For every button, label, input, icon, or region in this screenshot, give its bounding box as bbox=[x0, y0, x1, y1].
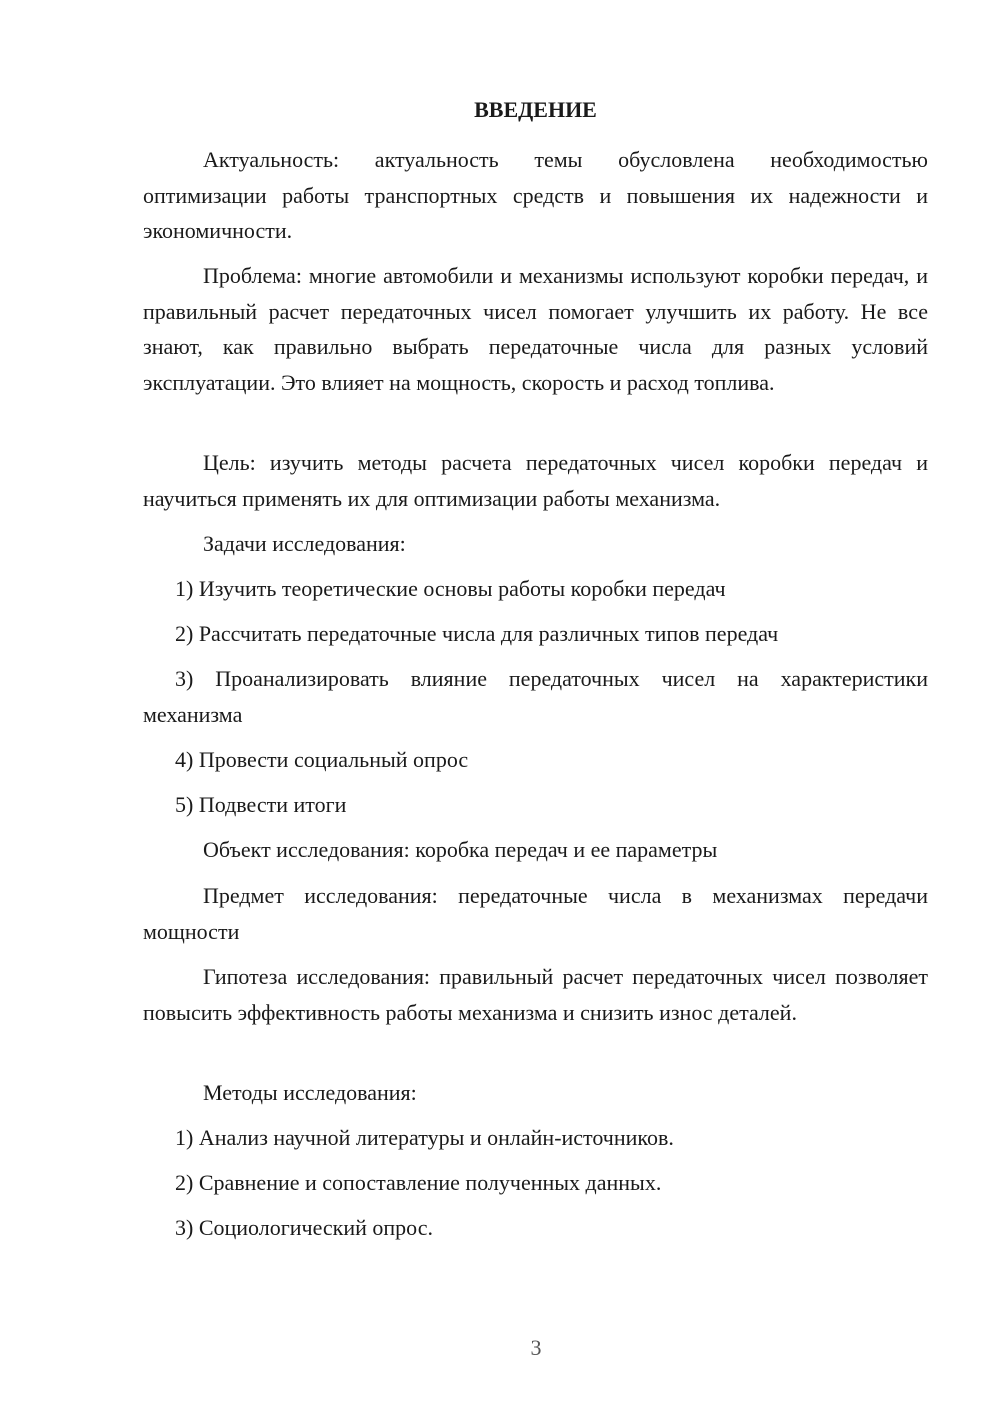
task-item: 3) Проанализировать влияние передаточных чисел на характеристики механизма bbox=[143, 666, 928, 727]
object-paragraph: Объект исследования: коробка передач и ее параметры bbox=[203, 837, 718, 862]
methods-heading: Методы исследования: bbox=[203, 1080, 417, 1105]
task-item: 5) Подвести итоги bbox=[175, 792, 347, 817]
task-item: 2) Рассчитать передаточные числа для различных типов передач bbox=[175, 621, 779, 646]
page-number: 3 bbox=[530, 1335, 542, 1360]
task-item: 1) Изучить теоретические основы работы коробки передач bbox=[175, 576, 726, 601]
problem-paragraph: Проблема: многие автомобили и механизмы используют коробки передач, и правильный расчет передаточных чисел помогает улучшить их работу. Не все знают, как правильно выбрать передаточные числа для разных условий эксплуатации. Это влияет на мощность, скорость и расход топлива. bbox=[143, 263, 928, 395]
tasks-heading: Задачи исследования: bbox=[203, 531, 406, 556]
method-item: 3) Социологический опрос. bbox=[175, 1215, 433, 1240]
goal-paragraph: Цель: изучить методы расчета передаточных чисел коробки передач и научиться применять их для оптимизации работы механизма. bbox=[143, 450, 928, 511]
subject-paragraph: Предмет исследования: передаточные числа в механизмах передачи мощности bbox=[143, 883, 928, 944]
section-title: ВВЕДЕНИЕ bbox=[474, 97, 597, 122]
task-item: 4) Провести социальный опрос bbox=[175, 747, 469, 772]
relevance-paragraph: Актуальность: актуальность темы обусловлена необходимостью оптимизации работы транспортных средств и повышения их надежности и экономичности. bbox=[143, 147, 928, 243]
hypothesis-paragraph: Гипотеза исследования: правильный расчет передаточных чисел позволяет повысить эффективность работы механизма и снизить износ деталей. bbox=[143, 964, 928, 1025]
method-item: 1) Анализ научной литературы и онлайн-источников. bbox=[175, 1125, 674, 1150]
method-item: 2) Сравнение и сопоставление полученных данных. bbox=[175, 1170, 662, 1195]
